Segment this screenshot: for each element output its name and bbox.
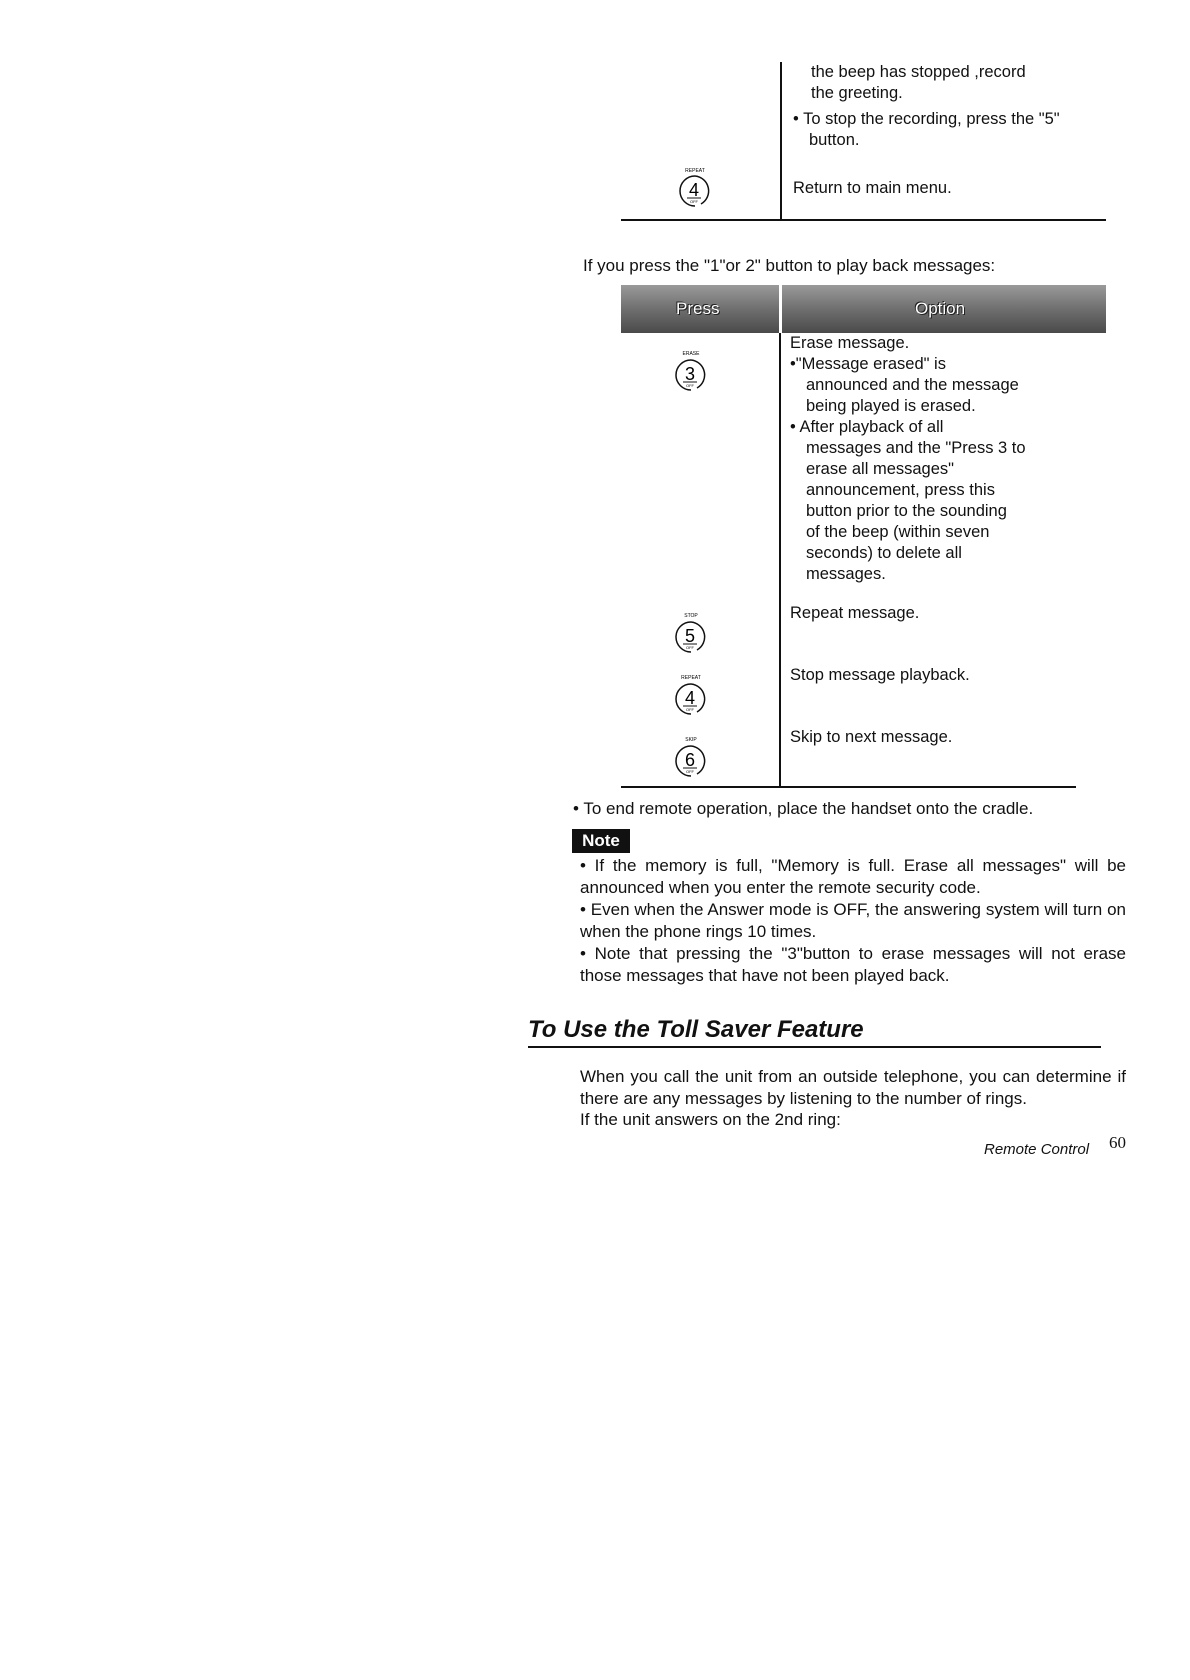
key-4-return-icon xyxy=(671,168,719,216)
playback-intro: If you press the "1"or 2" button to play back messages: xyxy=(583,256,996,275)
key-6-skip-icon xyxy=(667,738,715,786)
erase-line: • After playback of all xyxy=(790,418,944,436)
erase-option-text xyxy=(790,333,1026,585)
erase-line: erase all messages" xyxy=(806,460,955,478)
return-main-menu-text: Return to main menu. xyxy=(793,179,952,197)
key-bottom-label: OFF xyxy=(686,645,694,650)
key-top-label: REPEAT xyxy=(681,675,701,681)
stop-option-text: Stop message playback. xyxy=(790,666,970,684)
end-remote-text: • To end remote operation, place the handset onto the cradle. xyxy=(573,799,1034,818)
footer-label: Remote Control xyxy=(984,1141,1090,1158)
erase-line: being played is erased. xyxy=(806,397,976,415)
section-para-1: When you call the unit from an outside telephone, you can determine if there are any messages by listening to the number of rings. xyxy=(580,1067,1126,1108)
section-para-2: If the unit answers on the 2nd ring: xyxy=(580,1110,841,1129)
erase-line: messages and the "Press 3 to xyxy=(806,439,1026,457)
page-number: 60 xyxy=(1109,1133,1126,1152)
key-digit: 3 xyxy=(684,364,696,384)
erase-line: messages. xyxy=(806,565,886,583)
note-item-1: • If the memory is full, "Memory is full. Erase all messages" will be announced when you enter the remote security code. xyxy=(580,856,1126,897)
skip-option-text: Skip to next message. xyxy=(790,728,953,746)
table-bottom-rule xyxy=(621,786,1076,788)
top-line-2: the greeting. xyxy=(811,84,903,102)
erase-line: announcement, press this xyxy=(806,481,995,499)
header-option-label: Option xyxy=(915,299,966,318)
key-top-label: ERASE xyxy=(682,351,700,357)
erase-line: button prior to the sounding xyxy=(806,502,1007,520)
key-5-stop-icon xyxy=(667,614,715,662)
note-item-2: • Even when the Answer mode is OFF, the answering system will turn on when the phone rings 10 times. xyxy=(580,900,1126,941)
key-bottom-label: OFF xyxy=(686,383,694,388)
key-bottom-label: OFF xyxy=(686,707,694,712)
key-digit: 4 xyxy=(684,688,696,708)
repeat-option-text: Repeat message. xyxy=(790,604,920,622)
key-digit: 5 xyxy=(684,626,696,646)
header-press-label: Press xyxy=(676,299,720,318)
erase-line: •"Message erased" is xyxy=(790,355,946,373)
key-digit: 6 xyxy=(684,750,696,770)
section-title-rule xyxy=(528,1046,1101,1048)
erase-line: announced and the message xyxy=(806,376,1019,394)
key-top-label: STOP xyxy=(684,613,698,619)
key-bottom-label: OFF xyxy=(690,199,698,204)
key-3-erase-icon xyxy=(667,352,715,400)
top-continue-text xyxy=(811,62,1026,104)
erase-line: Erase message. xyxy=(790,334,910,352)
top-table-divider xyxy=(780,62,782,219)
top-bullet-1-cont: button. xyxy=(809,131,860,149)
erase-line: seconds) to delete all xyxy=(806,544,962,562)
top-bullet-1: • To stop the recording, press the "5" xyxy=(793,110,1060,128)
top-bullet xyxy=(793,109,1060,151)
key-top-label: REPEAT xyxy=(685,168,705,174)
key-digit: 4 xyxy=(688,180,700,200)
top-line-1: the beep has stopped ,record xyxy=(811,63,1026,81)
key-top-label: SKIP xyxy=(685,737,697,743)
section-title: To Use the Toll Saver Feature xyxy=(528,1016,864,1043)
key-bottom-label: OFF xyxy=(686,769,694,774)
top-table-bottom-rule xyxy=(621,219,1106,221)
table-divider xyxy=(779,333,781,786)
note-item-3: • Note that pressing the "3"button to erase messages will not erase those messages that have not been played back. xyxy=(580,944,1126,985)
key-4-repeat-icon xyxy=(667,676,715,724)
table-header-option xyxy=(782,285,1106,333)
table-header-press xyxy=(621,285,779,333)
erase-line: of the beep (within seven xyxy=(806,523,990,541)
note-badge: Note xyxy=(572,829,630,853)
